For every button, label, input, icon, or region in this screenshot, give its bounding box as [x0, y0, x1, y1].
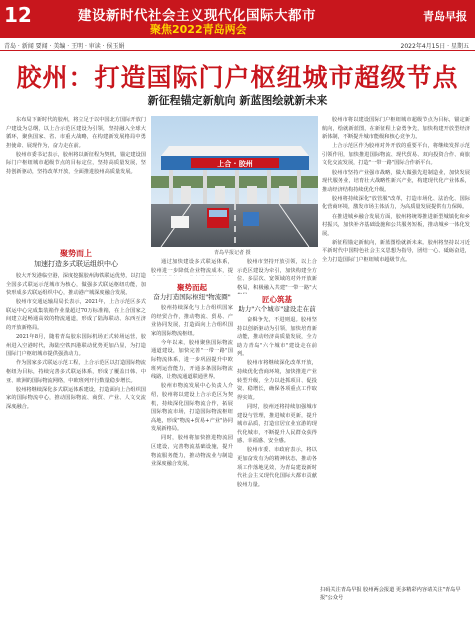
paragraph: 在推进城乡融合发展方面，胶州将统筹推进新型城镇化和乡村振兴，加快补齐基础设施和公共服务短板，推动城乡一体化发展。 [322, 213, 470, 237]
section-subheading: 助力"六个城市"建设走在前 [238, 305, 316, 313]
paragraph: 同时，胶州将加快推进物流园区建设，完善物流基础设施，提升物流服务能力，推动物流业与制造业深度融合发展。 [151, 435, 233, 468]
article-column-4 [322, 116, 470, 584]
footer-note: 扫码关注青岛早报 胶州两会报道 更多精彩内容请关注"青岛早报"公众号 [320, 587, 461, 601]
paragraph: 胶州将继续深化多式联运体系建设，打造面向上合组织国家的国际物流中心，推动国际物流、商贸、产业、人文交流深度融合。 [6, 386, 146, 410]
paragraph: 胶州市坚持产业强市战略，做大做强先进制造业，加快发展现代服务业，培育壮大战略性新兴产业，构建现代化产业体系，推动经济结构持续优化升级。 [322, 169, 470, 193]
paragraph: 胶州市交通运输局局长表示，2021年，上合示范区多式联运中心完成集装箱作业量超过70万标准箱，在上合国家之间建立起畅通高效的物流通道，形成了陆海联动、东西互济的开放新格局。 [6, 299, 146, 332]
section-heading: 匠心筑基 [262, 295, 292, 304]
paragraph: 新征程锚定新航向，新蓝图绘就新未来。胶州将坚持以习近平新时代中国特色社会主义思想为指导，团结一心、砥砺奋进，全力打造国际门户枢纽城市超级节点。 [322, 239, 470, 263]
article-column-3 [237, 258, 317, 294]
paragraph: 作为国家多式联运示范工程，上合示范区以打造国际物流枢纽为目标，持续完善多式联运体系，形成了覆盖日韩、中亚、欧洲的国际物流网络，中欧班列开行数量稳步增长。 [6, 360, 146, 384]
svg-text:上合 · 胶州: 上合 · 胶州 [217, 160, 253, 168]
paragraph: 上合示范区作为胶州对外开放的重要平台，将继续发挥示范引领作用，加快推进国际物流、现代贸易、双向投资合作、商旅文化交流发展，打造"一带一路"国际合作新平台。 [322, 143, 470, 167]
article-column-3b [237, 316, 317, 586]
paragraph: 东布局下新时代的胶州，将立足于以中国北方国际开放门户建设为总纲，以上合示范区建设为引领，坚持融入全球大循环，聚焦国家、省、市重大战略，在构建新发展格局中勇担使命、展现作为，奋力走在前。 [6, 117, 146, 149]
toll-gate-photo [151, 116, 318, 247]
article-column-1b [6, 272, 146, 582]
issue-date: 2022年4月15日 · 星期五 [400, 43, 469, 50]
article-column-1 [6, 116, 146, 250]
paragraph: 奋楫争先，不进则退。胶州坚持以创新驱动为引领，加快培育新动能，推动经济高质量发展，全力助力青岛"六个城市"建设走在前列。 [237, 317, 317, 358]
page-number: 12 [4, 3, 32, 27]
paragraph: 胶州市坚持开放引领，以上合示范区建设为牵引，加快构建全方位、多层次、宽领域的对外开放新格局，积极融入共建"一带一路"大 [237, 259, 317, 291]
masthead-meta [0, 38, 475, 51]
paragraph: 胶大开发港临空港，深度挖掘胶州海铁联运优势，以打造全国多式联运示范城市为核心，做强多式联运枢纽功能，加快形成多式联运组织中心，推动港产城深度融合发展。 [6, 273, 146, 297]
paragraph: 同时，胶州还将持续加强城市建设与管理，推进城市更新，提升城市品质，打造宜居宜业宜游的现代化城市，不断提升人民群众获得感、幸福感、安全感。 [237, 403, 317, 445]
paragraph: 2021年8月，随着青岛胶东国际机场正式转场运营，胶州进入空港时代，海陆空铁四港联动优势更加凸显，为打造国际门户枢纽城市提供强劲动力。 [6, 334, 146, 358]
masthead-banner [0, 0, 475, 38]
article-column-2b [151, 304, 233, 586]
banner-subtitle: 聚焦2022青岛两会 [150, 23, 247, 36]
section-subheading: 奋力打造国际枢纽"物流圈" [153, 293, 231, 301]
paragraph: 胶州市物流发展中心负责人介绍，胶州将以建设上合示范区为契机，持续深化国际物流合作，拓展国际物流市场，打造国际物流枢纽高地，形成"物流+贸易+产业"协同发展新格局。 [151, 383, 233, 433]
paragraph: 通过加快建设多式联运体系，胶州进一步降低企业物流成本，提 [151, 259, 233, 274]
toll-gate-image [151, 116, 318, 247]
paragraph: 胶州市委书记表示，胶州将以新征程为契机，锚定建设国际门户枢纽城市超级节点的目标定位，坚持高质量发展，坚持创新驱动，坚持改革开放，全面推进胶州高质量发展。 [6, 151, 146, 176]
paragraph: 胶州市委、市政府表示，将以更加奋发有为的精神状态，推动各项工作落地见效，为青岛建设新时代社会主义现代化国际大都市贡献胶州力量。 [237, 447, 317, 488]
article-column-2 [151, 258, 233, 276]
section-heading: 聚势而上 [60, 249, 92, 258]
paragraph: 今年以来，胶州聚焦国际物流通道建设，加快完善"一带一路"国际物流体系，进一步巩固提升中欧班列运营能力，开通多条国际物流线路，让物流通道联通世界。 [151, 339, 233, 381]
paragraph: 胶州市将以建设国际门户枢纽城市超级节点为目标，锚定新航向，绘就新蓝图，在新征程上奋勇争先，加快构建开放型经济新体制，不断提升城市能级和核心竞争力。 [322, 117, 470, 141]
section-subheading: 加速打造多式联运组织中心 [34, 260, 118, 268]
paragraph: 胶州将持续深化"放管服"改革，打造市场化、法治化、国际化营商环境，激发市场主体活力，为高质量发展提供有力保障。 [322, 195, 470, 211]
newspaper-logo: 青岛早报 [423, 10, 467, 23]
paragraph: 胶州持续深化与上合组织国家的经贸合作，推动物流、贸易、产业协同发展，打造面向上合组织国家的国际物流枢纽。 [151, 305, 233, 337]
photo-caption: 青岛早报记者 摄 [214, 250, 251, 256]
editor-credits: 青岛 · 新闻 要闻 · 美编 · 王明 · 审读 · 侯玉娟 [4, 43, 125, 50]
banner-title: 建设新时代社会主义现代化国际大都市 [78, 8, 316, 24]
page-subheadline: 新征程锚定新航向 新蓝图绘就新未来 [147, 94, 328, 107]
paragraph: 胶州市将继续深化改革开放，持续优化营商环境，加快推进产业转型升级，全力以赴抓项目、促投资、稳增长，确保各项重点工作取得实效。 [237, 360, 317, 401]
section-heading: 聚势而起 [177, 283, 207, 292]
page-headline: 胶州：打造国际门户枢纽城市超级节点 [16, 63, 459, 92]
